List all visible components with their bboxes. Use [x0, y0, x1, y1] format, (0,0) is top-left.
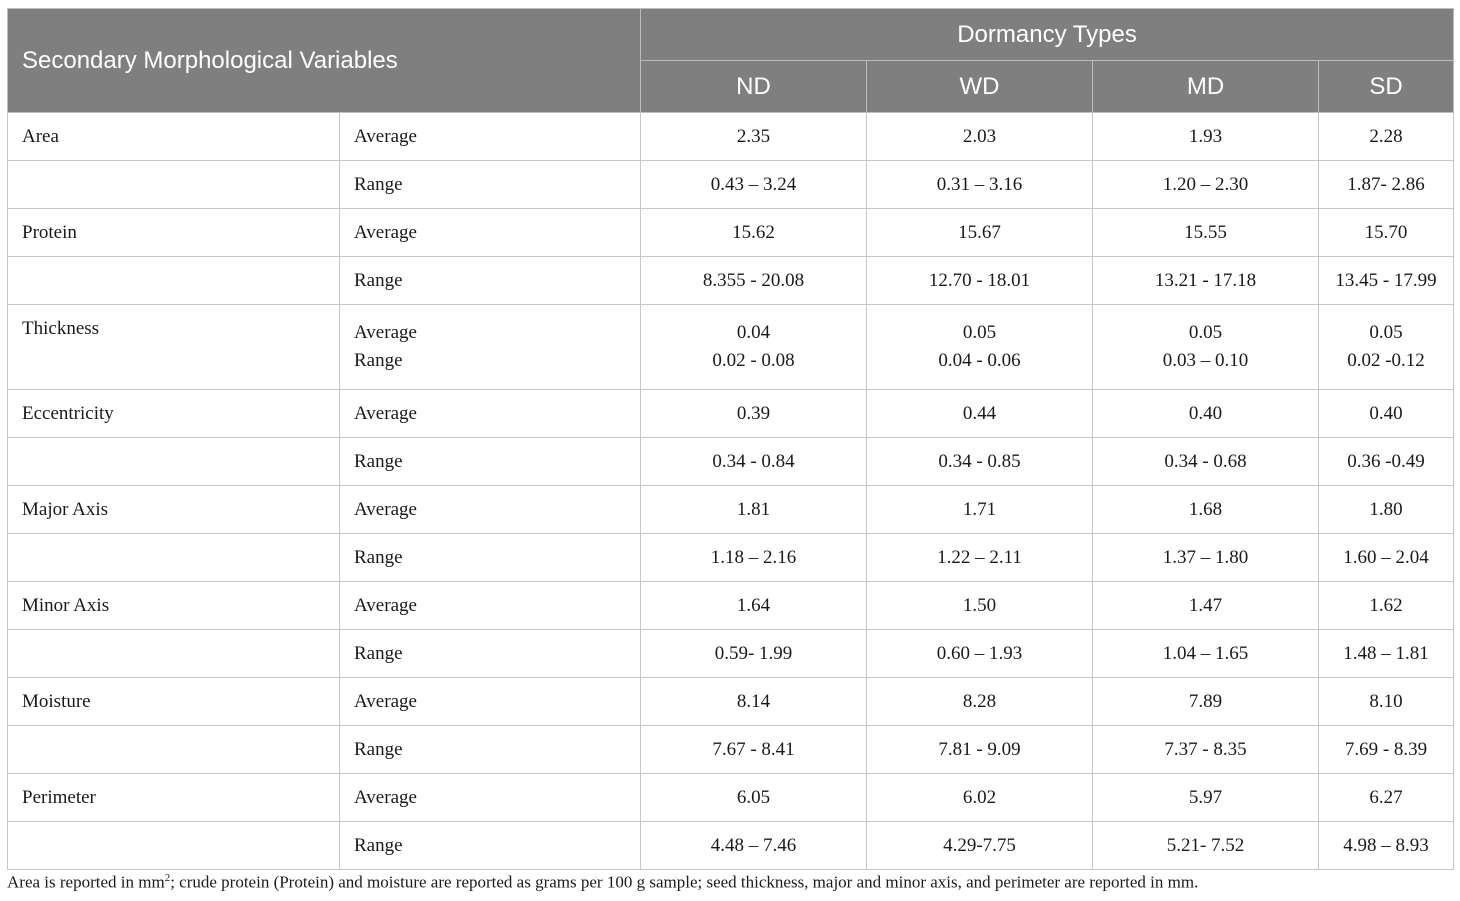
table-row [8, 630, 1454, 678]
value-cell-nd: 7.67 - 8.41 [641, 726, 867, 774]
value-average: 0.04 [736, 322, 771, 343]
value-cell-md: 0.40 [1093, 390, 1319, 438]
table-row [8, 582, 1454, 630]
variable-cell [8, 630, 340, 678]
value-cell-md: 1.68 [1093, 486, 1319, 534]
statistic-cell: Average [340, 678, 641, 726]
table-body [8, 113, 1454, 870]
statistic-cell: Range [340, 438, 641, 486]
table-row [8, 257, 1454, 305]
statistic-cell: Average [340, 582, 641, 630]
value-cell-wd: 6.02 [867, 774, 1093, 822]
value-cell-nd: 8.355 - 20.08 [641, 257, 867, 305]
table-row [8, 161, 1454, 209]
statistic-cell: Range [340, 630, 641, 678]
variable-cell [8, 534, 340, 582]
value-range: 0.02 -0.12 [1347, 350, 1425, 371]
table-row [8, 822, 1454, 870]
variable-cell: Thickness [8, 305, 340, 390]
value-cell-md: 0.34 - 0.68 [1093, 438, 1319, 486]
value-cell-md: 7.89 [1093, 678, 1319, 726]
value-cell-sd: 0.40 [1319, 390, 1454, 438]
value-cell-nd [641, 305, 867, 390]
value-cell-sd: 13.45 - 17.99 [1319, 257, 1454, 305]
value-cell-wd [867, 305, 1093, 390]
column-header-nd: ND [641, 61, 867, 113]
table-header [8, 9, 1454, 113]
column-header-sd: SD [1319, 61, 1454, 113]
value-cell-nd: 15.62 [641, 209, 867, 257]
value-cell-sd: 7.69 - 8.39 [1319, 726, 1454, 774]
value-range: 0.02 - 0.08 [712, 350, 795, 371]
value-cell-nd: 1.81 [641, 486, 867, 534]
value-cell-nd: 1.64 [641, 582, 867, 630]
footnote-part1: Area is reported in mm [7, 872, 165, 892]
value-cell-sd: 15.70 [1319, 209, 1454, 257]
value-cell-nd: 4.48 – 7.46 [641, 822, 867, 870]
value-average: 0.05 [1369, 322, 1403, 343]
footnote-part2: ; crude protein (Protein) and moisture are reported as grams per 100 g sample; seed thickness, major and minor axis, and perimeter are reported in mm. [170, 872, 1199, 892]
table-row [8, 534, 1454, 582]
value-cell-md: 15.55 [1093, 209, 1319, 257]
column-header-md: MD [1093, 61, 1319, 113]
value-cell-nd: 0.34 - 0.84 [641, 438, 867, 486]
statistic-cell: Range [340, 726, 641, 774]
value-cell-md: 7.37 - 8.35 [1093, 726, 1319, 774]
variable-cell [8, 257, 340, 305]
value-cell-sd [1319, 305, 1454, 390]
value-cell-wd: 0.31 – 3.16 [867, 161, 1093, 209]
value-cell-sd: 1.80 [1319, 486, 1454, 534]
value-average: 0.05 [1188, 322, 1223, 343]
statistic-cell: Range [340, 534, 641, 582]
value-cell-md: 1.37 – 1.80 [1093, 534, 1319, 582]
value-average: 0.05 [962, 322, 997, 343]
value-cell-md: 5.21- 7.52 [1093, 822, 1319, 870]
table-row [8, 726, 1454, 774]
column-header-wd: WD [867, 61, 1093, 113]
statistic-cell: Average [340, 486, 641, 534]
statistic-cell [340, 305, 641, 390]
variable-cell: Eccentricity [8, 390, 340, 438]
value-cell-md: 1.20 – 2.30 [1093, 161, 1319, 209]
value-cell-md: 1.93 [1093, 113, 1319, 161]
table-row [8, 438, 1454, 486]
variable-cell [8, 161, 340, 209]
variable-cell: Area [8, 113, 340, 161]
table-row [8, 774, 1454, 822]
table-row [8, 678, 1454, 726]
table-row [8, 209, 1454, 257]
value-range: 0.04 - 0.06 [938, 350, 1021, 371]
value-cell-wd: 0.60 – 1.93 [867, 630, 1093, 678]
table-row [8, 305, 1454, 390]
variable-cell [8, 726, 340, 774]
value-cell-wd: 15.67 [867, 209, 1093, 257]
value-cell-md: 13.21 - 17.18 [1093, 257, 1319, 305]
table-row [8, 113, 1454, 161]
statistic-cell: Average [340, 209, 641, 257]
value-cell-nd: 6.05 [641, 774, 867, 822]
value-cell-md: 1.47 [1093, 582, 1319, 630]
value-cell-wd: 7.81 - 9.09 [867, 726, 1093, 774]
value-cell-nd: 1.18 – 2.16 [641, 534, 867, 582]
value-cell-md [1093, 305, 1319, 390]
statistic-label: Average [354, 322, 417, 343]
footnote-superscript: 2 [164, 872, 171, 884]
table-footnote [7, 872, 1198, 893]
value-cell-sd: 1.62 [1319, 582, 1454, 630]
value-cell-wd: 0.34 - 0.85 [867, 438, 1093, 486]
variable-cell: Moisture [8, 678, 340, 726]
value-cell-wd: 1.50 [867, 582, 1093, 630]
variable-cell: Major Axis [8, 486, 340, 534]
value-cell-wd: 1.71 [867, 486, 1093, 534]
variable-cell [8, 822, 340, 870]
value-cell-wd: 12.70 - 18.01 [867, 257, 1093, 305]
statistic-cell: Range [340, 257, 641, 305]
statistic-cell: Range [340, 161, 641, 209]
statistic-cell: Range [340, 822, 641, 870]
variable-cell [8, 438, 340, 486]
value-cell-sd: 1.87- 2.86 [1319, 161, 1454, 209]
value-cell-sd: 4.98 – 8.93 [1319, 822, 1454, 870]
statistic-cell: Average [340, 390, 641, 438]
variable-cell: Minor Axis [8, 582, 340, 630]
value-cell-wd: 1.22 – 2.11 [867, 534, 1093, 582]
dormancy-types-header: Dormancy Types [641, 9, 1454, 61]
value-cell-sd: 1.60 – 2.04 [1319, 534, 1454, 582]
variable-cell: Protein [8, 209, 340, 257]
statistic-label: Range [354, 350, 403, 371]
value-cell-nd: 0.59- 1.99 [641, 630, 867, 678]
value-cell-nd: 0.39 [641, 390, 867, 438]
value-range: 0.03 – 0.10 [1162, 350, 1249, 371]
value-cell-wd: 0.44 [867, 390, 1093, 438]
value-cell-wd: 4.29-7.75 [867, 822, 1093, 870]
value-cell-md: 5.97 [1093, 774, 1319, 822]
statistic-cell: Average [340, 774, 641, 822]
value-cell-nd: 2.35 [641, 113, 867, 161]
statistic-cell: Average [340, 113, 641, 161]
value-cell-nd: 8.14 [641, 678, 867, 726]
value-cell-sd: 1.48 – 1.81 [1319, 630, 1454, 678]
value-cell-sd: 6.27 [1319, 774, 1454, 822]
value-cell-nd: 0.43 – 3.24 [641, 161, 867, 209]
variables-header: Secondary Morphological Variables [8, 9, 641, 113]
variable-cell: Perimeter [8, 774, 340, 822]
value-cell-sd: 0.36 -0.49 [1319, 438, 1454, 486]
value-cell-sd: 2.28 [1319, 113, 1454, 161]
value-cell-wd: 2.03 [867, 113, 1093, 161]
data-table [7, 8, 1454, 870]
value-cell-sd: 8.10 [1319, 678, 1454, 726]
table-row [8, 390, 1454, 438]
value-cell-md: 1.04 – 1.65 [1093, 630, 1319, 678]
table-row [8, 486, 1454, 534]
value-cell-wd: 8.28 [867, 678, 1093, 726]
